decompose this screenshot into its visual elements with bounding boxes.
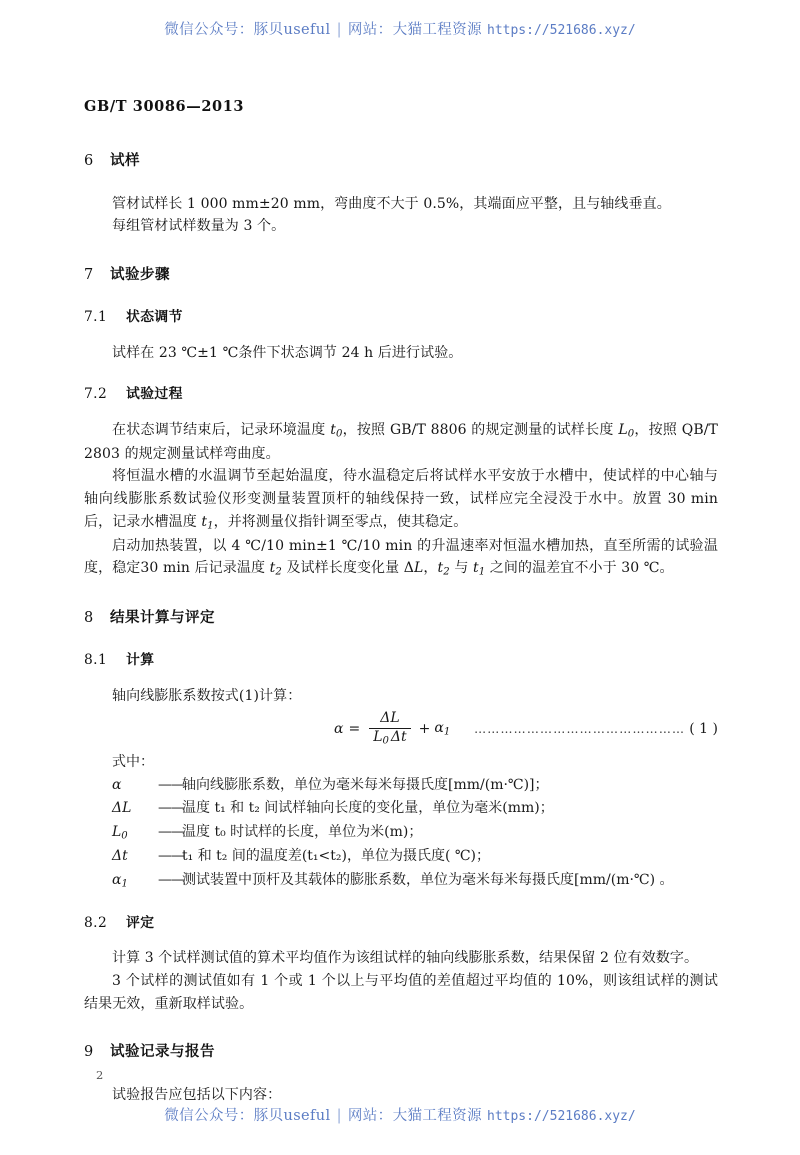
clause-6-paragraph-1: 管材试样长 1 000 mm±20 mm，弯曲度不大于 0.5%，其端面应平整，且与轴线垂直。 — [112, 195, 671, 212]
symbol-row — [84, 845, 718, 869]
clause-7-2-paragraph-1 — [84, 419, 718, 466]
clause-7-1-paragraph-1: 试样在 23 ℃±1 ℃条件下状态调节 24 h 后进行试验。 — [112, 344, 463, 361]
clause-8-2-paragraph-2: 3 个试样的测试值如有 1 个或 1 个以上与平均值的差值超过平均值的 10%，则该组试样的测试结果无效，重新取样试验。 — [84, 973, 718, 1012]
symbol-term — [112, 869, 158, 893]
formula-alpha: α — [334, 721, 344, 738]
symbol-row — [84, 821, 718, 845]
clause-8-2-title: 评定 — [126, 914, 155, 931]
watermark-wechat-name: 豚贝useful — [253, 22, 331, 38]
formula-numerator: ΔL — [380, 710, 400, 727]
formula-alpha1 — [434, 720, 450, 738]
formula-denominator-dt: Δt — [390, 729, 407, 746]
formula-denominator-sub: 0 — [382, 735, 389, 747]
clause-7-1-title: 状态调节 — [126, 308, 183, 325]
clause-8-1-heading — [84, 650, 718, 671]
symbol-term — [112, 774, 158, 798]
watermark-wechat-label: 微信公众号： — [164, 1108, 254, 1124]
para-frag: ，按照 QB/T 2803 的规定测量试样弯曲度。 — [84, 421, 718, 462]
symbol-definition: 温度 t₀ 时试样的长度，单位为米(m)； — [182, 824, 423, 841]
para-frag: 启动加热装置，以 4 ℃/10 min±1 ℃/10 min 的升温速率对恒温水槽加热，直至所需的试验温度，稳定30 min 后记录温度 — [84, 537, 718, 577]
page-number: 2 — [96, 1068, 104, 1082]
symbol-letter: t — [330, 421, 336, 438]
para-frag: 在状态调节结束后，记录环境温度 — [112, 421, 331, 438]
symbol-row — [84, 797, 718, 821]
symbol-term — [112, 797, 158, 821]
clause-7-2-paragraph-2 — [84, 465, 718, 534]
para-frag: ， — [423, 560, 438, 577]
symbol-term-letter: α — [112, 776, 122, 793]
symbol-definition-list — [84, 774, 718, 893]
where-label: 式中： — [112, 754, 154, 771]
symbol-term-sub: 1 — [121, 878, 128, 890]
symbol-t0 — [330, 422, 342, 438]
clause-7-number: 7 — [84, 267, 94, 284]
symbol-L0 — [618, 422, 634, 438]
symbol-term — [112, 821, 158, 845]
symbol-term-letter: α — [112, 871, 122, 888]
formula-alpha1-letter: α — [434, 720, 444, 737]
watermark-site-name: 大猫工程资源 — [392, 1108, 482, 1124]
formula-1-expression — [334, 711, 450, 746]
formula-fraction — [369, 711, 410, 746]
standard-number: GB/T 30086—2013 — [84, 98, 245, 115]
clause-9-number: 9 — [84, 1044, 94, 1061]
para-frag: 与 — [449, 560, 473, 577]
clause-8-2-heading — [84, 913, 718, 934]
clause-7-2-title: 试验过程 — [126, 386, 183, 403]
symbol-subscript: 0 — [335, 428, 343, 440]
clause-9-title: 试验记录与报告 — [110, 1043, 215, 1061]
symbol-t1b — [473, 560, 485, 576]
formula-denominator — [369, 728, 410, 747]
clause-8-2-paragraph-1: 计算 3 个试样测试值的算术平均值作为该组试样的轴向线膨胀系数，结果保留 2 位有效数字。 — [112, 950, 699, 967]
formula-plus: + — [418, 721, 431, 738]
formula-alpha1-sub: 1 — [443, 726, 451, 738]
clause-7-1-heading — [84, 307, 718, 328]
formula-number: ( 1 ) — [689, 721, 718, 738]
clause-7-1-number: 7.1 — [84, 308, 108, 325]
clause-7-2-heading — [84, 384, 718, 405]
watermark-bottom — [0, 1104, 800, 1125]
symbol-dash: —— — [158, 848, 184, 865]
clause-6-number: 6 — [84, 153, 94, 169]
watermark-wechat-label: 微信公众号： — [164, 22, 254, 38]
formula-leader-dots: ………………………………………… — [474, 722, 686, 737]
watermark-top — [0, 18, 800, 39]
clause-8-title: 结果计算与评定 — [110, 609, 215, 627]
clause-6-paragraph-2: 每组管材试样数量为 3 个。 — [112, 218, 286, 235]
watermark-site-label: 网站： — [347, 1108, 393, 1124]
formula-denominator-L: L — [373, 729, 383, 746]
symbol-deltaL: L — [414, 560, 424, 577]
clause-7-2-number: 7.2 — [84, 386, 108, 403]
symbol-subscript: 2 — [443, 566, 450, 578]
symbol-term-sub: 0 — [121, 830, 128, 842]
clause-9-heading — [84, 1041, 718, 1064]
symbol-definition: t₁ 和 t₂ 间的温度差(t₁<t₂)，单位为摄氏度( ℃)； — [182, 848, 490, 865]
symbol-letter: t — [437, 560, 444, 577]
symbol-letter: t — [201, 513, 208, 530]
clause-8-1-intro: 轴向线膨胀系数按式(1)计算： — [112, 687, 302, 704]
symbol-t1 — [201, 514, 213, 530]
clause-8-heading — [84, 607, 718, 630]
para-frag: ，并将测量仪指针调至零点，使其稳定。 — [213, 513, 468, 530]
clause-8-1-title: 计算 — [126, 651, 155, 668]
symbol-dash: —— — [158, 776, 184, 793]
formula-1-row — [84, 707, 718, 751]
symbol-term-letter: ΔL — [112, 800, 132, 817]
symbol-row — [84, 869, 718, 893]
symbol-dash: —— — [158, 800, 184, 817]
clause-8-1-number: 8.1 — [84, 651, 108, 668]
clause-7-heading — [84, 264, 718, 287]
document-content — [84, 150, 718, 1107]
symbol-letter: L — [618, 421, 628, 438]
clause-8-number: 8 — [84, 610, 94, 627]
watermark-url: https://521686.xyz/ — [487, 1109, 636, 1124]
symbol-t2 — [270, 560, 282, 576]
symbol-term-letter: Δt — [112, 848, 128, 865]
symbol-subscript: 1 — [207, 520, 214, 532]
watermark-separator: | — [336, 22, 342, 38]
symbol-dash: —— — [158, 871, 184, 888]
watermark-site-label: 网站： — [347, 22, 393, 38]
symbol-term — [112, 845, 158, 869]
symbol-subscript: 0 — [627, 428, 635, 440]
watermark-url: https://521686.xyz/ — [487, 23, 636, 38]
symbol-dash: —— — [158, 824, 184, 841]
formula-equals: = — [348, 721, 361, 738]
clause-9-paragraph-1: 试验报告应包括以下内容： — [112, 1087, 282, 1104]
para-frag: 及试样长度变化量 Δ — [281, 560, 415, 577]
symbol-definition: 轴向线膨胀系数，单位为毫米每米每摄氏度[mm/(m·℃)]； — [182, 776, 549, 793]
symbol-term-letter: L — [112, 824, 122, 841]
watermark-site-name: 大猫工程资源 — [392, 22, 482, 38]
symbol-definition: 温度 t₁ 和 t₂ 间试样轴向长度的变化量，单位为毫米(mm)； — [182, 800, 554, 817]
symbol-row — [84, 774, 718, 798]
symbol-letter: t — [269, 560, 276, 577]
clause-6-title: 试样 — [110, 152, 140, 169]
para-frag: ，按照 GB/T 8806 的规定测量的试样长度 — [342, 421, 619, 438]
symbol-definition: 测试装置中顶杆及其载体的膨胀系数，单位为毫米每米每摄氏度[mm/(m·℃) 。 — [182, 871, 674, 888]
para-frag: 之间的温差宜不小于 30 ℃。 — [485, 560, 674, 577]
clause-6-heading — [84, 150, 718, 173]
symbol-letter: t — [472, 560, 479, 577]
clause-7-2-paragraph-3 — [84, 535, 718, 582]
symbol-subscript: 1 — [478, 566, 486, 578]
symbol-subscript: 2 — [275, 566, 282, 578]
watermark-separator: | — [336, 1108, 342, 1124]
clause-8-2-number: 8.2 — [84, 914, 108, 931]
clause-7-title: 试验步骤 — [110, 266, 170, 284]
watermark-wechat-name: 豚贝useful — [253, 1108, 331, 1124]
symbol-t2b — [438, 560, 450, 576]
para-frag: 将恒温水槽的水温调节至起始温度，待水温稳定后将试样水平安放于水槽中，使试样的中心轴与轴向线膨胀系数试验仪形变测量装置顶杆的轴线保持一致，试样应完全浸没于水中。放置 30 min 后，记录水槽温度 — [84, 468, 718, 530]
